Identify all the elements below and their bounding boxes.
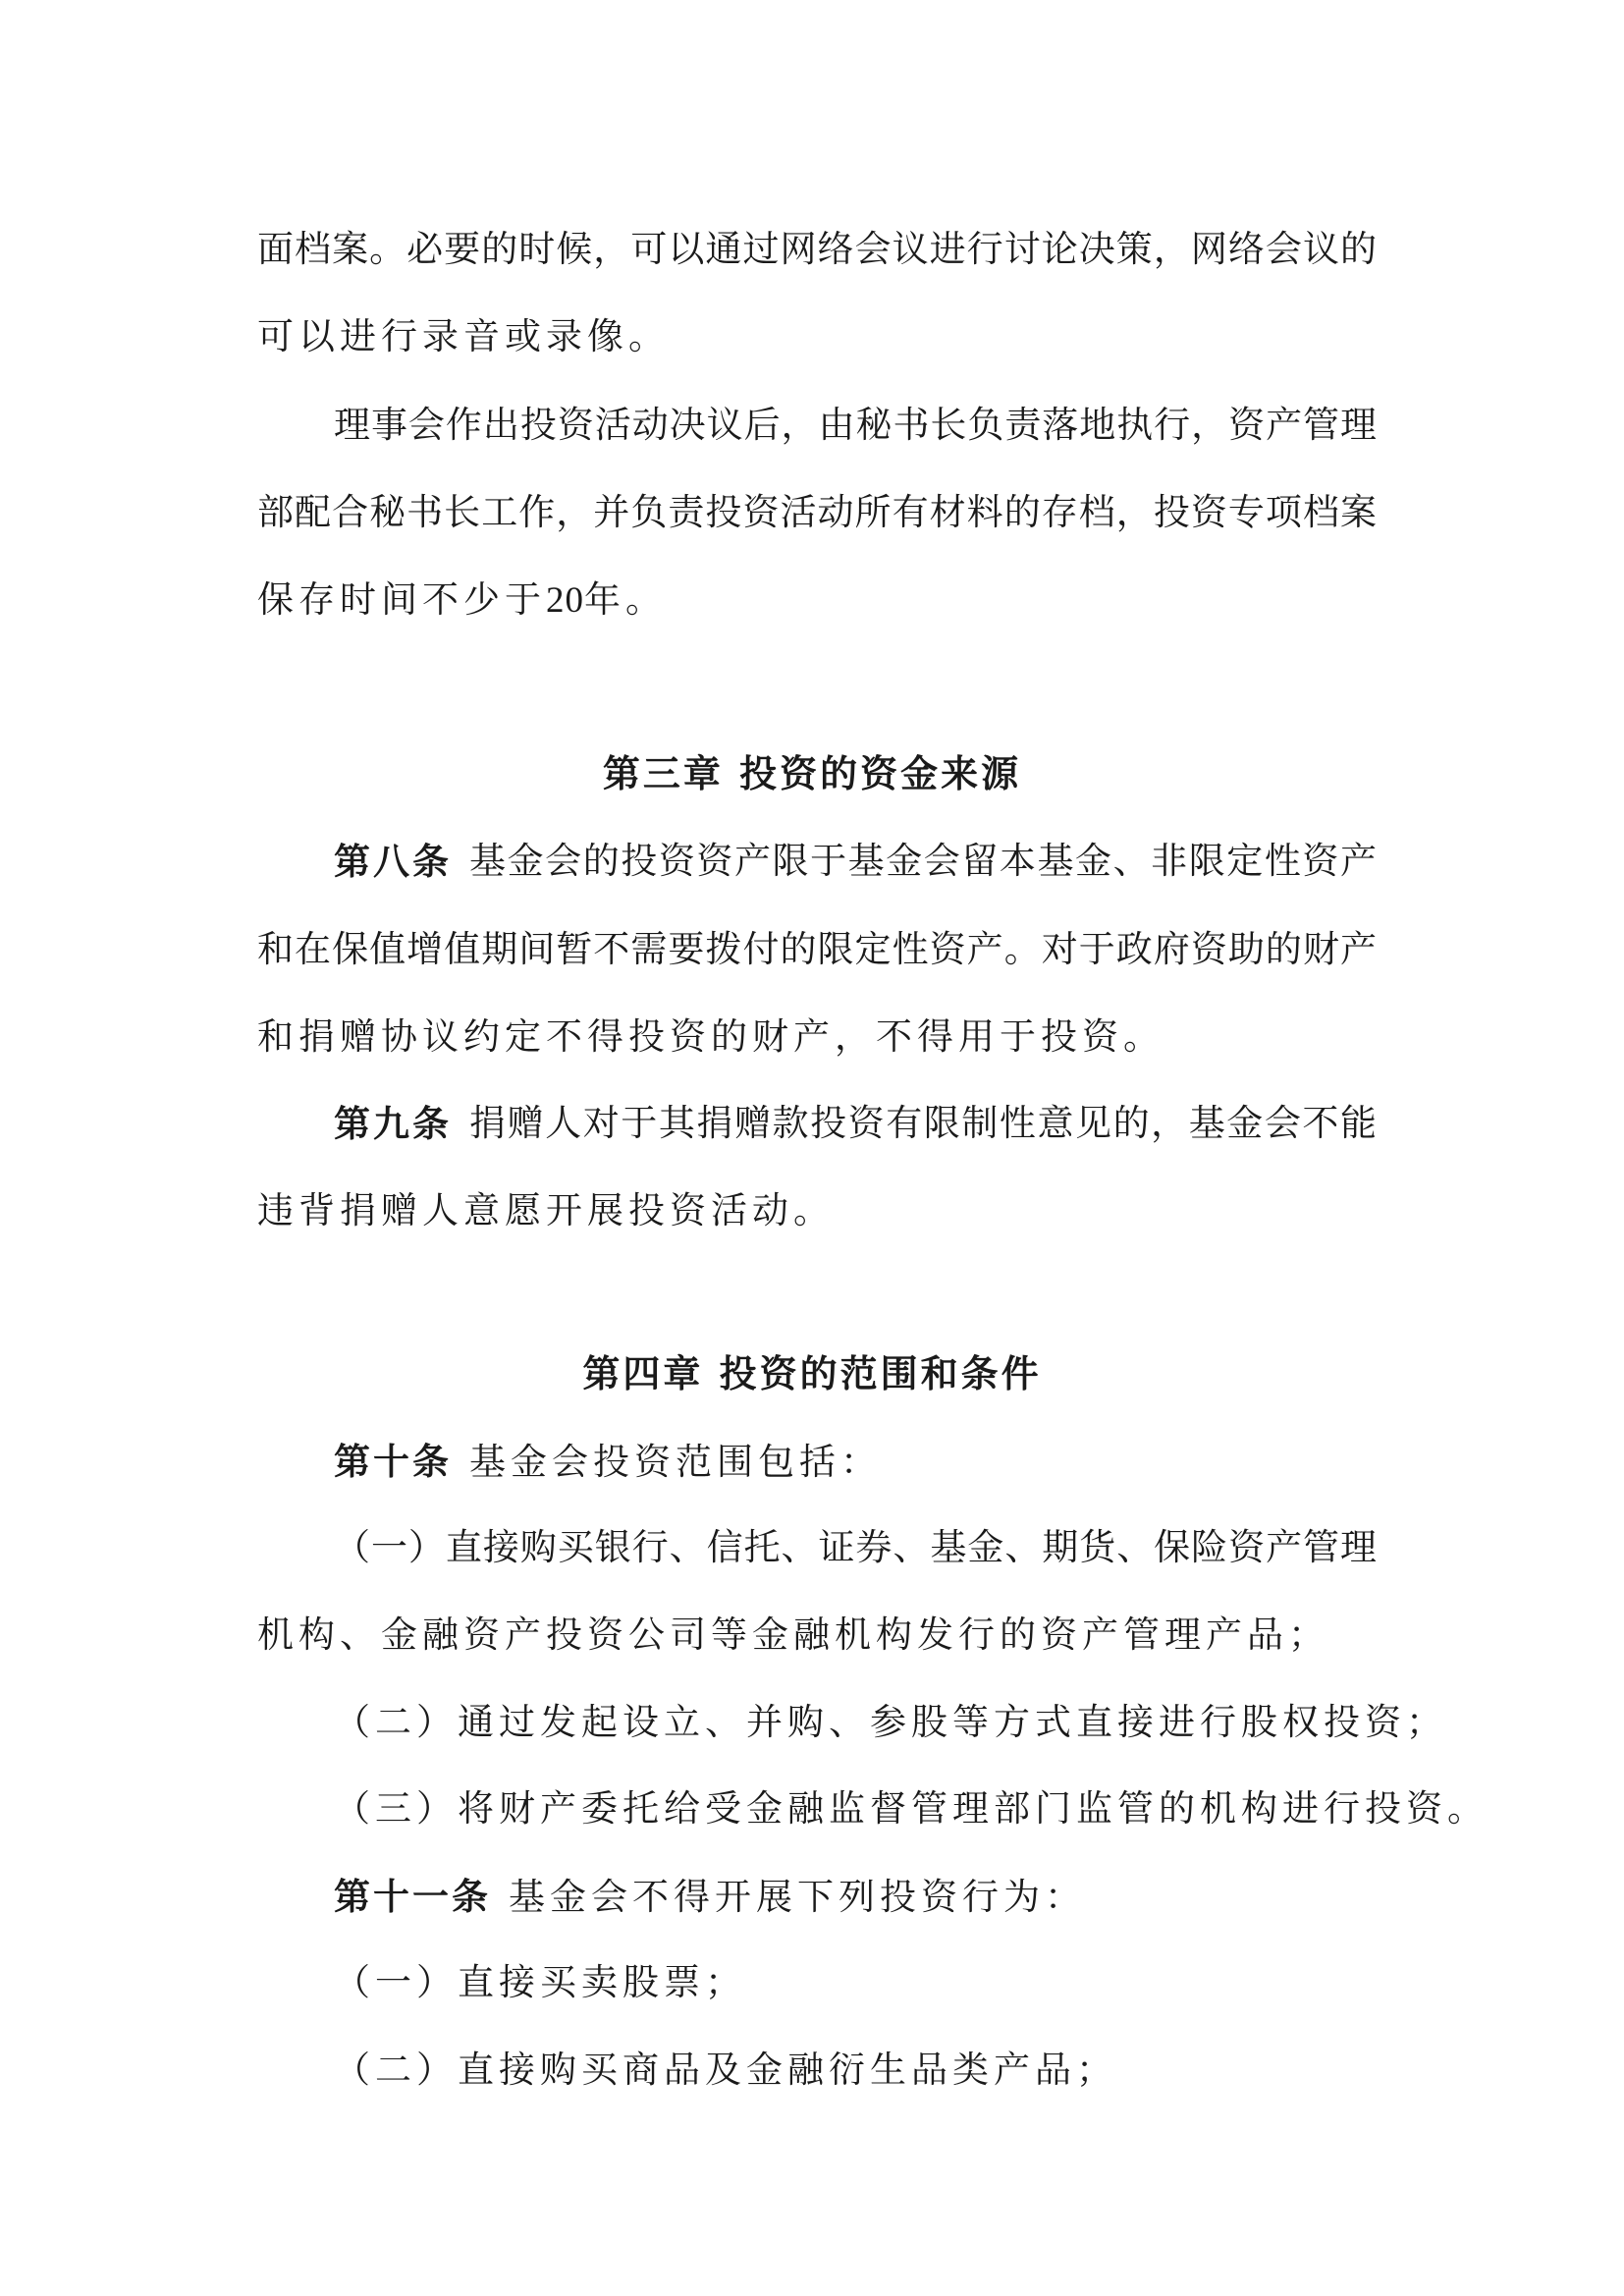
paragraph-line: 可以进行录音或录像。 xyxy=(257,315,670,357)
article-11-line xyxy=(334,1875,1086,1919)
article-number: 第十一条 xyxy=(334,1875,491,1918)
year-count: 20 xyxy=(546,580,584,621)
list-item: （二）直接购买商品及金融衍生品类产品； xyxy=(334,2049,1117,2091)
paragraph-line xyxy=(257,578,667,623)
paragraph-line: 理事会作出投资活动决议后，由秘书长负责落地执行，资产管理 xyxy=(334,404,1377,446)
paragraph-text: 年。 xyxy=(584,578,667,621)
list-item: （三）将财产委托给受金融监督管理部门监管的机构进行投资。 xyxy=(334,1787,1489,1830)
paragraph-text: 保存时间不少于 xyxy=(257,578,546,621)
paragraph-line: 面档案。必要的时候，可以通过网络会议进行讨论决策，网络会议的 xyxy=(257,228,1377,270)
article-number: 第八条 xyxy=(334,840,452,883)
list-item: （一）直接购买银行、信托、证券、基金、期货、保险资产管理 xyxy=(334,1526,1377,1568)
article-10-line xyxy=(334,1440,882,1484)
article-text: 捐赠人对于其捐赠款投资有限制性意见的，基金会不能 xyxy=(469,1102,1377,1144)
article-number: 第十条 xyxy=(334,1440,452,1483)
list-item-continuation: 机构、金融资产投资公司等金融机构发行的资产管理产品； xyxy=(257,1613,1329,1656)
article-text: 基金会的投资资产限于基金会留本基金、非限定性资产 xyxy=(469,840,1377,882)
article-text: 基金会投资范围包括： xyxy=(469,1441,882,1483)
article-text: 基金会不得开展下列投资行为： xyxy=(509,1876,1086,1918)
paragraph-line: 违背捐赠人意愿开展投资活动。 xyxy=(257,1189,835,1231)
paragraph-line: 和在保值增值期间暂不需要拨付的限定性资产。对于政府资助的财产 xyxy=(257,928,1377,970)
list-item: （一）直接买卖股票； xyxy=(334,1961,746,2003)
article-9-line xyxy=(334,1102,1377,1145)
chapter-title: 第三章 投资的资金来源 xyxy=(602,751,1022,795)
article-8-line xyxy=(334,840,1377,883)
paragraph-line: 和捐赠协议约定不得投资的财产，不得用于投资。 xyxy=(257,1015,1164,1058)
paragraph-line: 部配合秘书长工作，并负责投资活动所有材料的存档，投资专项档案 xyxy=(257,491,1377,533)
article-number: 第九条 xyxy=(334,1102,452,1145)
chapter-title: 第四章 投资的范围和条件 xyxy=(582,1351,1042,1395)
list-item: （二）通过发起设立、并购、参股等方式直接进行股权投资； xyxy=(334,1701,1447,1743)
